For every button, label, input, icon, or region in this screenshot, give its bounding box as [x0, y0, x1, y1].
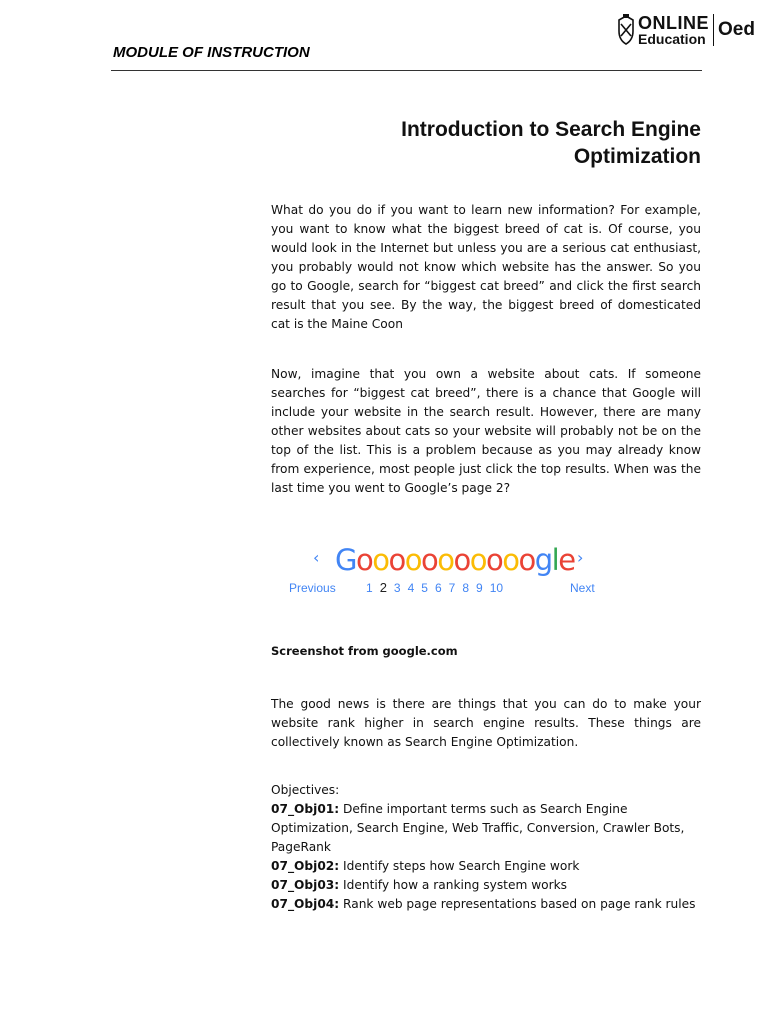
next-link[interactable]: Next — [570, 581, 595, 595]
page-number-link[interactable]: 9 — [476, 581, 483, 595]
page-number-link[interactable]: 10 — [489, 581, 504, 595]
google-logo-letter: o — [388, 543, 405, 577]
google-logo-letter: o — [404, 543, 421, 577]
page-number-link[interactable]: 6 — [434, 581, 442, 595]
objective-item: 07_Obj04: Rank web page representations based on page rank rules — [271, 897, 696, 911]
title-line-1: Introduction to Search Engine — [401, 118, 701, 141]
google-logo-letter: o — [355, 543, 373, 577]
google-logo-letter: l — [551, 543, 559, 577]
objective-item: 07_Obj02: Identify steps how Search Engine work — [271, 859, 580, 873]
page-number-link[interactable]: 8 — [462, 581, 470, 595]
chevron-right-icon[interactable]: › — [577, 548, 584, 567]
previous-link[interactable]: Previous — [289, 581, 336, 595]
google-logo-letter: o — [437, 543, 454, 577]
google-logo-letter: o — [502, 543, 519, 577]
google-logo-letter: o — [372, 543, 389, 577]
page-number-link: 2 — [379, 580, 387, 595]
objective-item: 07_Obj01: Define important terms such as Search Engine Optimization, Search Engine, Web Traffic, Conversion, Crawler Bots, PageRank — [271, 802, 685, 854]
google-logo-letter: o — [518, 543, 535, 577]
page-number-link[interactable]: 1 — [366, 581, 373, 595]
google-logo-letter: o — [469, 543, 486, 577]
intro-paragraph: What do you do if you want to learn new information? For example, you want to know what the biggest breed of cat is. Of course, you would look in the Internet but unless you are a serious cat enthusiast, you probably would not know which website has the answer. So you go to Google, search for “biggest cat breed” and click the first search result that you see. By the way, the biggest breed of domesticated cat is the Maine Coon — [271, 203, 701, 331]
objective-item: 07_Obj03: Identify how a ranking system works — [271, 878, 568, 892]
module-header-label: MODULE OF INSTRUCTION — [113, 44, 310, 61]
page-title — [330, 116, 701, 170]
ranking-paragraph: Now, imagine that you own a website about cats. If someone searches for “biggest cat breed”, there is a chance that Google will include your website in the search result. However, there are many other websites about cats so your website will probably not be on the top of the list. This is a problem because as you may already know from experience, most people just click the top results. When was the last time you went to Google’s page 2? — [271, 367, 701, 495]
google-logo-letter: o — [453, 543, 470, 577]
online-education-logo — [617, 12, 763, 48]
google-logo-letter: e — [558, 543, 575, 577]
screenshot-caption: Screenshot from google.com — [271, 644, 458, 658]
objectives-heading: Objectives: — [271, 783, 340, 797]
google-logo-letter: g — [534, 543, 552, 577]
logo-online-text: ONLINE — [638, 13, 710, 33]
google-pagination-screenshot — [280, 540, 600, 600]
logo-divider — [713, 14, 714, 46]
google-logo-letter: G — [335, 543, 356, 577]
google-logo — [335, 540, 575, 580]
chevron-left-icon[interactable]: ‹ — [313, 548, 320, 567]
seo-definition-paragraph: The good news is there are things that you can do to make your website rank higher in search engine results. These things are collectively known as Search Engine Optimization. — [271, 697, 701, 749]
logo-education-text: Education — [638, 31, 706, 47]
shield-icon — [617, 14, 635, 46]
header-divider — [111, 70, 702, 71]
page-number-list — [366, 581, 510, 595]
logo-oed-mark: Oed — [718, 19, 755, 40]
objectives-section — [271, 781, 711, 914]
google-logo-letter: o — [485, 543, 503, 577]
page-number-link[interactable]: 5 — [421, 581, 428, 595]
page-number-link[interactable]: 7 — [448, 581, 456, 595]
google-logo-letter: o — [420, 543, 438, 577]
title-line-2: Optimization — [573, 145, 701, 168]
page-number-link[interactable]: 4 — [407, 581, 415, 595]
page-number-link[interactable]: 3 — [393, 581, 401, 595]
